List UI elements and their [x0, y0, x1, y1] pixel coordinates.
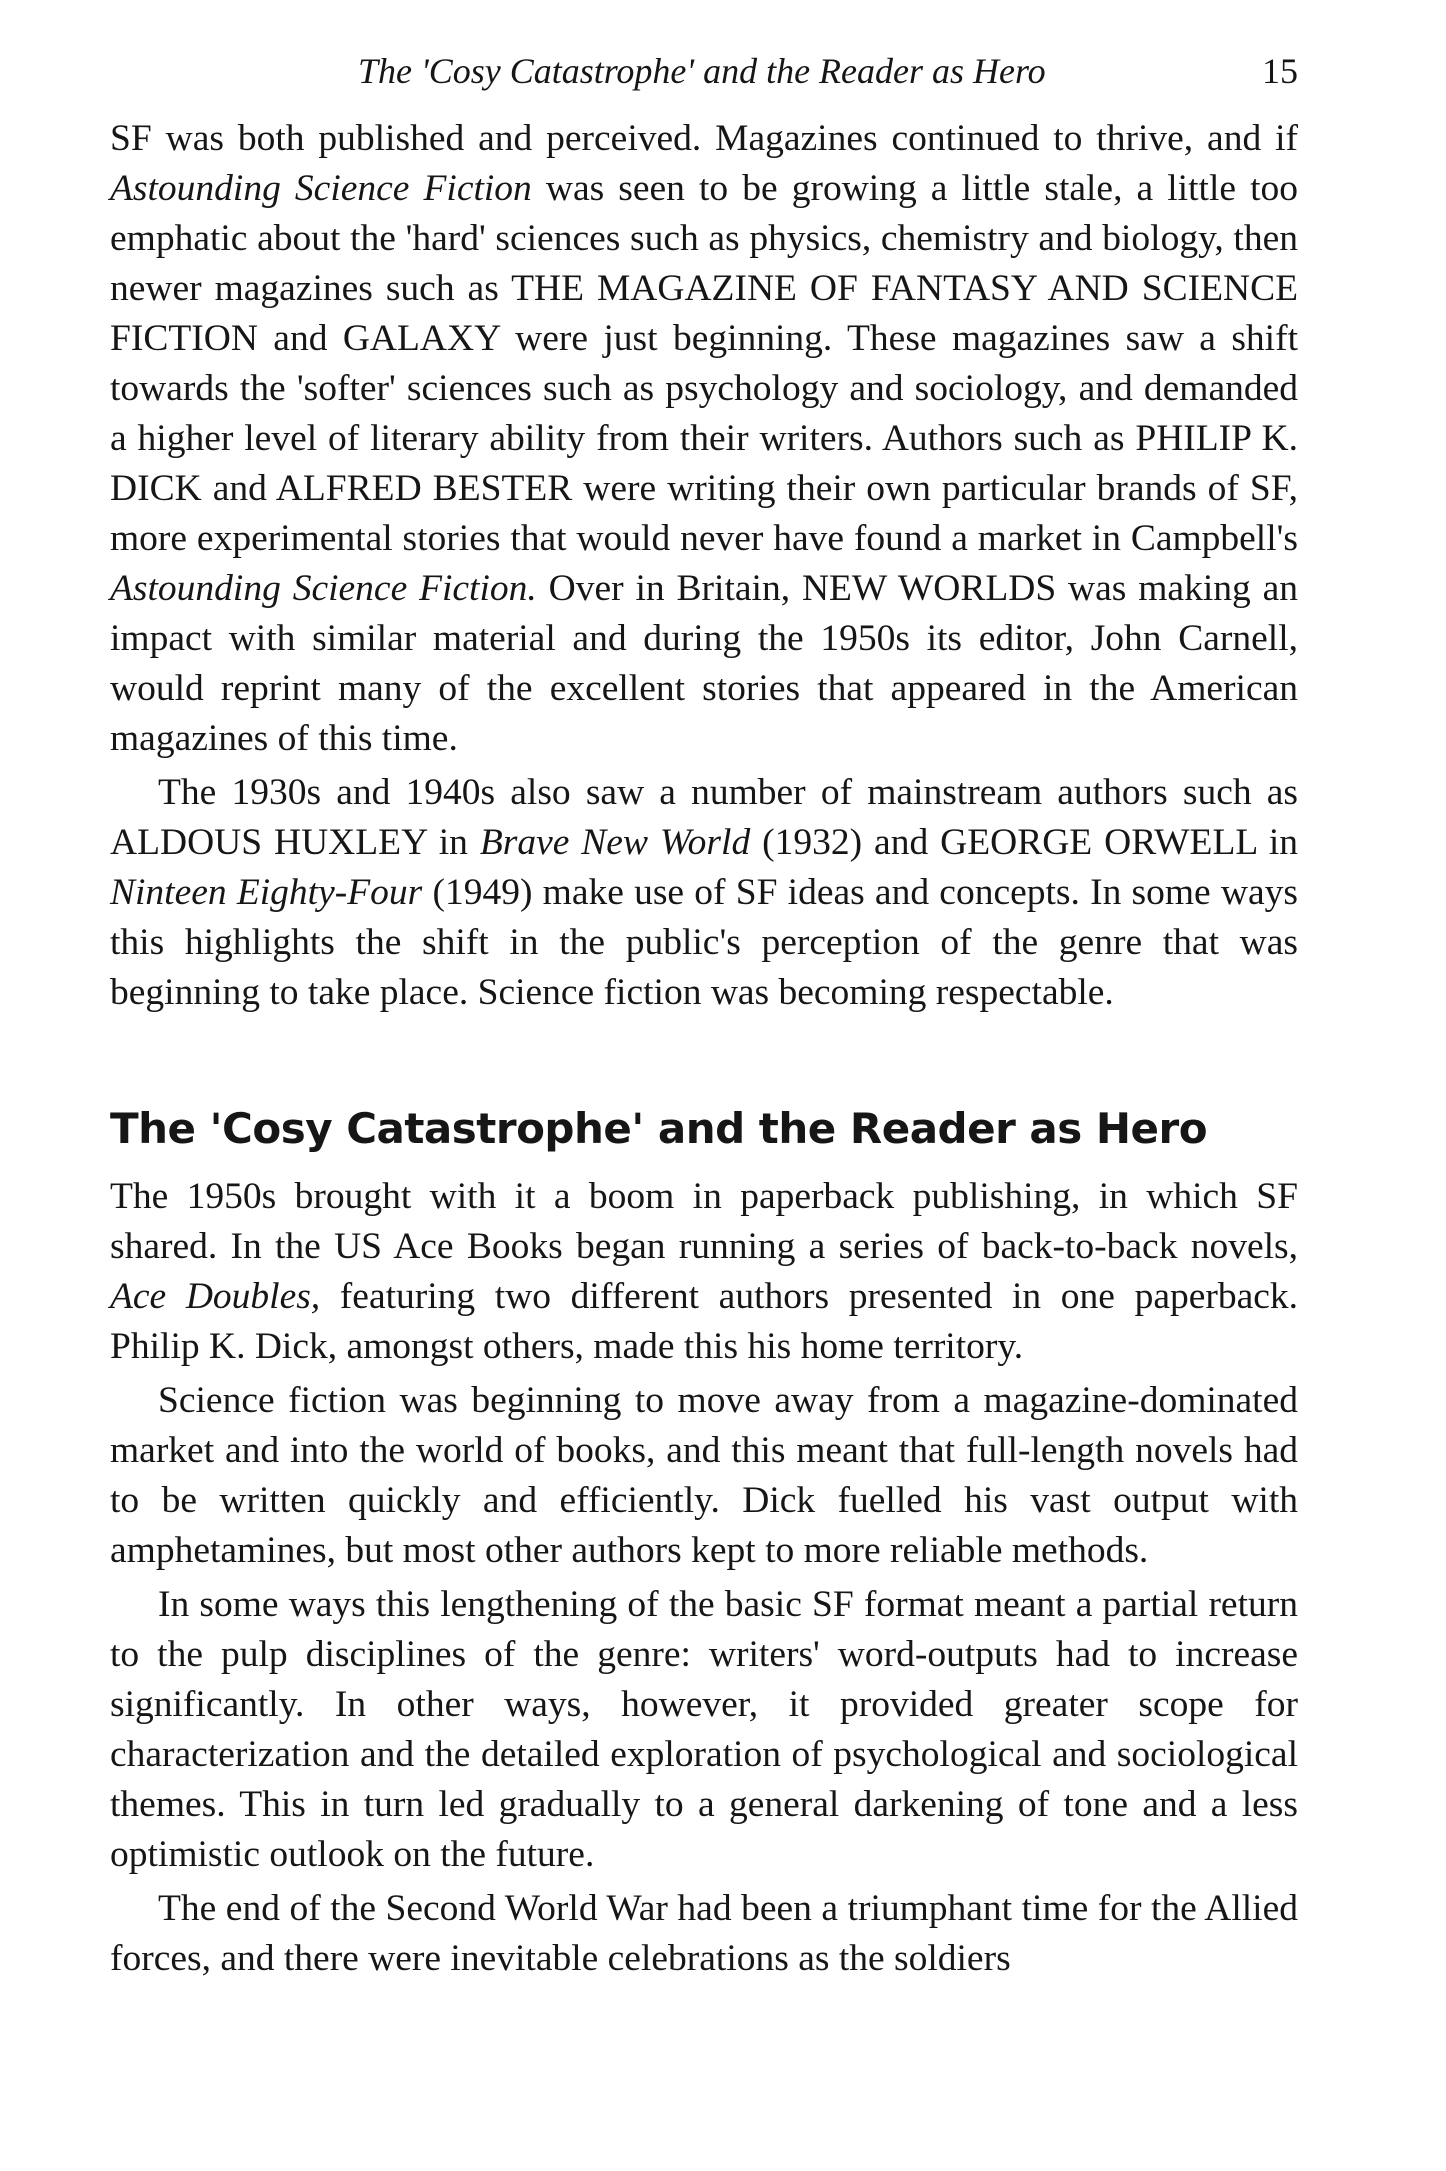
text-run: SF was both published and perceived. Magazines continued to thrive, and if [110, 118, 1298, 159]
body-text [110, 114, 1298, 1984]
text-run: was seen to be growing a little stale, a little too emphatic about the 'hard' sciences such as physics, chemistry and biology, then newer magazines such as THE MAGAZINE OF FANTASY AND SCIENCE FICTION and GALAXY were just beginning. These magazines saw a shift towards the 'softer' sciences such as psychology and sociology, and demanded a higher level of literary ability from their writers. Authors such as PHILIP K. DICK and ALFRED BESTER were writing their own particular brands of SF, more experimental stories that would never have found a market in Campbell's [110, 168, 1299, 559]
text-run: The 1930s and 1940s also saw a number of mainstream authors such as ALDOUS HUXLEY in [110, 772, 1298, 863]
text-run: The 1950s brought with it a boom in paperback publishing, in which SF shared. In the US Ace Books began running a series of back-to-back novels, [110, 1176, 1298, 1267]
paragraph [110, 1172, 1298, 1372]
section-heading: The 'Cosy Catastrophe' and the Reader as Hero [110, 1104, 1208, 1153]
book-page [110, 44, 1298, 1984]
book-title: Ninteen Eighty-Four [110, 872, 423, 913]
book-title: Brave New World [479, 822, 751, 863]
paragraph: The end of the Second World War had been a triumphant time for the Allied forces, and there were inevitable celebrations as the soldiers [110, 1888, 1298, 1979]
paragraph-continuation [110, 114, 1298, 764]
magazine-title: Astounding Science Fiction [110, 168, 532, 209]
series-title: Ace Doubles, [110, 1276, 321, 1317]
paragraph [110, 768, 1298, 1018]
text-run: (1949) make use of SF ideas and concepts. In some ways this highlights the shift in the public's perception of the genre that was beginning to take place. Science fiction was becoming respectable. [110, 872, 1298, 1013]
paragraph: Science fiction was beginning to move away from a magazine-dominated market and into the world of books, and this meant that full-length novels had to be written quickly and efficiently. Dick fuelled his vast output with amphetamines, but most other authors kept to more reliable methods. [110, 1380, 1298, 1571]
text-run: featuring two different authors presented in one paperback. Philip K. Dick, amongst others, made this his home territory. [110, 1276, 1299, 1367]
running-header [110, 44, 1298, 114]
page-number: 15 [1262, 51, 1298, 91]
text-run: Over in Britain, NEW WORLDS was making an impact with similar material and during the 1950s its editor, John Carnell, would reprint many of the excellent stories that appeared in the American magazines of this time. [110, 568, 1299, 759]
magazine-title: Astounding Science Fiction. [110, 568, 537, 609]
text-run: (1932) and GEORGE ORWELL in [750, 822, 1298, 863]
paragraph: In some ways this lengthening of the basic SF format meant a partial return to the pulp disciplines of the genre: writers' word-outputs had to increase significantly. In other ways, however, it provided greater scope for characterization and the detailed exploration of psychological and sociological themes. This in turn led gradually to a general darkening of tone and a less optimistic outlook on the future. [110, 1584, 1298, 1875]
running-title: The 'Cosy Catastrophe' and the Reader as Hero [358, 51, 1046, 91]
